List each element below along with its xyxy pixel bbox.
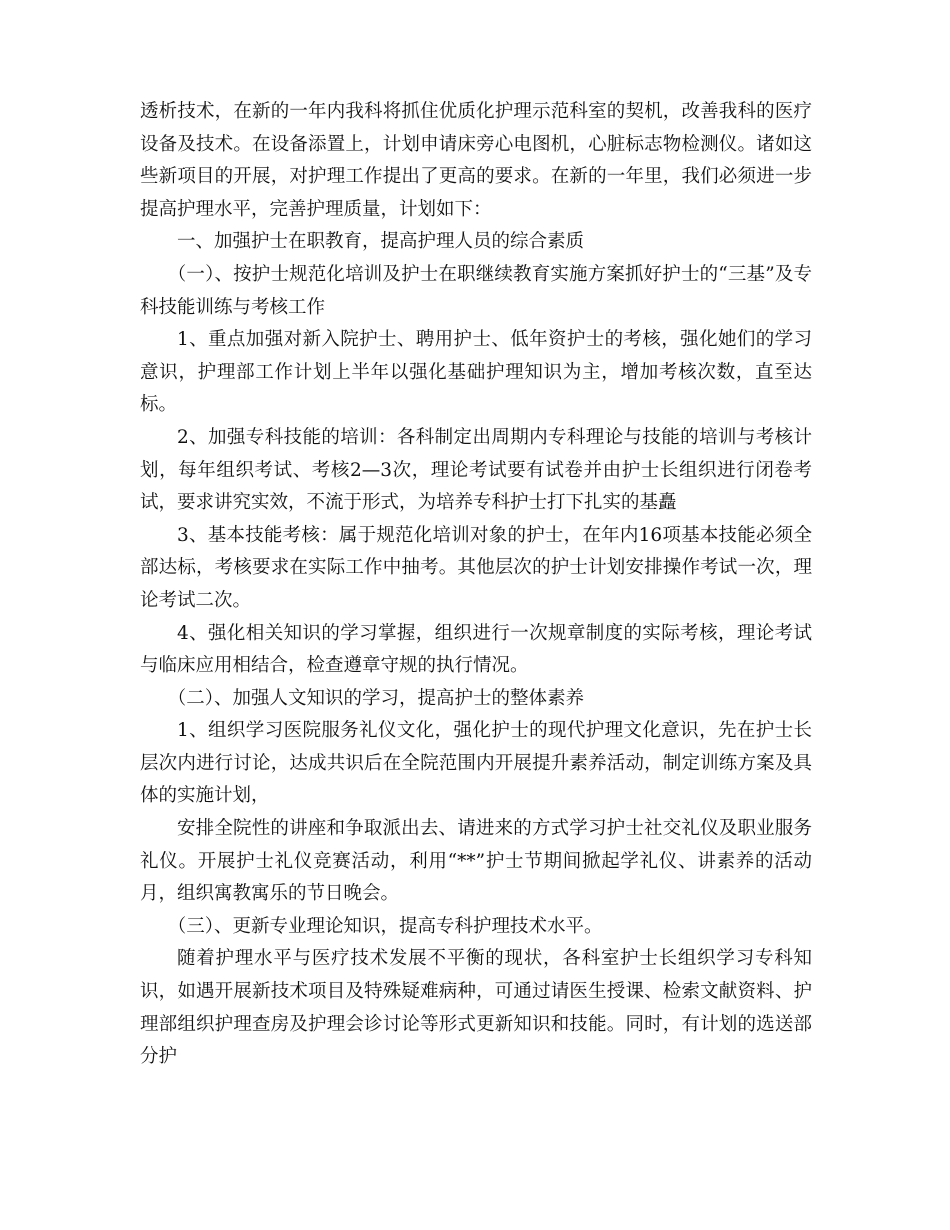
list-item-3: 3、基本技能考核：属于规范化培训对象的护士，在年内16项基本技能必须全部达标，考核要求在实际工作中抽考。其他层次的护士计划安排操作考试一次，理论考试二次。 <box>140 524 812 611</box>
paragraph-continuation: 透析技术，在新的一年内我科将抓住优质化护理示范科室的契机，改善我科的医疗设备及技术。在设备添置上，计划申请床旁心电图机，心脏标志物检测仪。诸如这些新项目的开展，对护理工作提出了更高的要求。在新的一年里，我们必须进一步提高护理水平，完善护理质量，计划如下： <box>140 101 812 220</box>
list-item-4: 4、强化相关知识的学习掌握，组织进行一次规章制度的实际考核，理论考试与临床应用相结合，检查遵章守规的执行情况。 <box>140 622 812 677</box>
document-body <box>140 96 812 1074</box>
subsection-heading-1: （一）、按护士规范化培训及护士在职继续教育实施方案抓好护士的“三基”及专科技能训练与考核工作 <box>140 263 812 318</box>
list-item-2: 2、加强专科技能的培训：各科制定出周期内专科理论与技能的培训与考核计划，每年组织考试、考核2—3次，理论考试要有试卷并由护士长组织进行闭卷考试，要求讲究实效，不流于形式，为培养专科护士打下扎实的基矗 <box>140 426 812 514</box>
paragraph-professional-knowledge: 随着护理水平与医疗技术发展不平衡的现状，各科室护士长组织学习专科知识，如遇开展新技术项目及特殊疑难病种，可通过请医生授课、检索文献资料、护理部组织护理查房及护理会诊讨论等形式更新知识和技能。同时，有计划的选送部分护 <box>140 948 812 1068</box>
subsection-heading-3: （三）、更新专业理论知识，提高专科护理技术水平。 <box>167 915 603 937</box>
paragraph-etiquette: 安排全院性的讲座和争取派出去、请进来的方式学习护士社交礼仪及职业服务礼仪。开展护士礼仪竞赛活动，利用“**”护士节期间掀起学礼仪、讲素养的活动月，组织寓教寓乐的节日晚会。 <box>140 818 812 905</box>
subsection-heading-2: （二）、加强人文知识的学习，提高护士的整体素养 <box>167 687 585 709</box>
section-heading-1: 一、加强护士在职教育，提高护理人员的综合素质 <box>177 231 585 253</box>
list-item-5: 1、组织学习医院服务礼仪文化，强化护士的现代护理文化意识，先在护士长层次内进行讨论，达成共识后在全院范围内开展提升素养活动，制定训练方案及具体的实施计划， <box>140 720 812 807</box>
list-item-1: 1、重点加强对新入院护士、聘用护士、低年资护士的考核，强化她们的学习意识，护理部工作计划上半年以强化基础护理知识为主，增加考核次数，直至达标。 <box>140 329 812 416</box>
